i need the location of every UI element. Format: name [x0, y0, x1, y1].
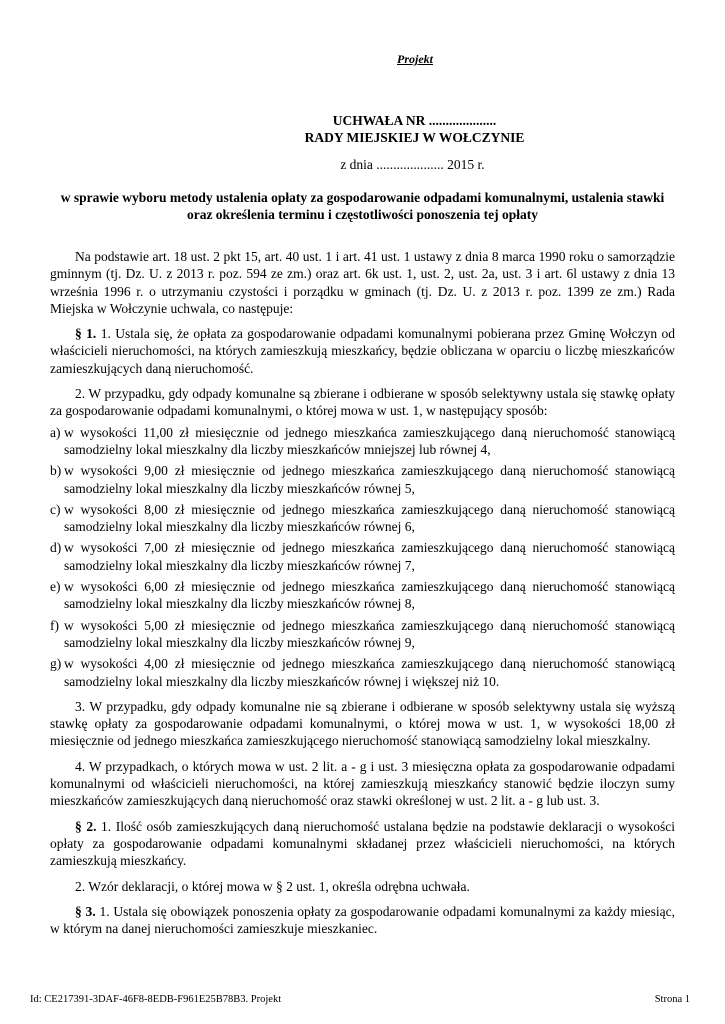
- projekt-label: Projekt: [397, 52, 433, 66]
- subject-line-1: w sprawie wyboru metody ustalenia opłaty za gospodarowanie odpadami komunalnymi, ustalenia stawki: [60, 190, 665, 205]
- section-2-para-1: [50, 818, 675, 870]
- resolution-number: UCHWAŁA NR ....................: [332, 113, 497, 128]
- preamble: Na podstawie art. 18 ust. 2 pkt 15, art. 40 ust. 1 i art. 41 ust. 1 ustawy z dnia 8 marca 1990 roku o samorządzie gminnym (tj. Dz. U. z 2013 r. poz. 594 ze zm.) oraz art. 6k ust. 1, ust. 2, ust. 2a, ust. 3 i art. 6l ustawy z dnia 13 września 1996 r. o utrzymaniu czystości i porządku w gminach (tj. Dz. U. z 2013 r. poz. 1399 ze zm.) Rada Miejska w Wołczynie uchwala, co następuje:: [50, 249, 675, 316]
- rate-list-item: [50, 617, 675, 652]
- section-1-para-1: [50, 325, 675, 377]
- rate-list-item-label: c): [50, 501, 61, 517]
- rate-list-item-text: w wysokości 7,00 zł miesięcznie od jednego mieszkańca zamieszkującego daną nieruchomość stanowiącą samodzielny lokal mieszkalny dla liczby mieszkańców równej 7,: [64, 540, 675, 573]
- rate-list-item: [50, 501, 675, 536]
- rate-list-item-label: a): [50, 424, 61, 440]
- rate-list: [50, 424, 675, 690]
- document-body: [50, 248, 675, 937]
- resolution-title: [0, 112, 725, 146]
- rate-list-item-text: w wysokości 4,00 zł miesięcznie od jednego mieszkańca zamieszkującego daną nieruchomość stanowiącą samodzielny lokal mieszkalny dla liczby mieszkańców równej i większej niż 10.: [64, 656, 675, 689]
- rate-list-item: [50, 539, 675, 574]
- rate-list-item-text: w wysokości 9,00 zł miesięcznie od jednego mieszkańca zamieszkującego daną nieruchomość stanowiącą samodzielny lokal mieszkalny dla liczby mieszkańców równej 5,: [64, 463, 675, 496]
- rate-list-item-text: w wysokości 6,00 zł miesięcznie od jednego mieszkańca zamieszkującego daną nieruchomość stanowiącą samodzielny lokal mieszkalny dla liczby mieszkańców równej 8,: [64, 579, 675, 612]
- section-1-para-4: 4. W przypadkach, o których mowa w ust. 2 lit. a - g i ust. 3 miesięczna opłata za gospodarowanie odpadami komunalnymi od właścicieli nieruchomości, na której zamieszkują mieszkańcy stanowić będzie iloczyn sumy mieszkańców zamieszkujących daną nieruchomość oraz stawki określonej w ust. 2 lit. a - g lub ust. 3.: [50, 758, 675, 809]
- rate-list-item-text: w wysokości 8,00 zł miesięcznie od jednego mieszkańca zamieszkującego daną nieruchomość stanowiącą samodzielny lokal mieszkalny dla liczby mieszkańców równej 6,: [64, 501, 675, 535]
- rate-list-item-label: f): [50, 617, 59, 633]
- section-2-para-2: 2. Wzór deklaracji, o której mowa w § 2 ust. 1, określa odrębna uchwała.: [75, 878, 470, 894]
- section-1-para-1-text: 1. Ustala się, że opłata za gospodarowanie odpadami komunalnymi pobierana przez Gminę Wołczyn od właścicieli nieruchomości, na których zamieszkują mieszkańcy, będzie obliczana w oparciu o liczbę mieszkańców zamieszkujących daną nieruchomość.: [50, 326, 676, 376]
- page-number: Strona 1: [654, 994, 690, 1005]
- document-id: Id: CE217391-3DAF-46F8-8EDB-F961E25B78B3. Projekt: [30, 994, 282, 1005]
- rate-list-item: [50, 655, 675, 690]
- section-3-mark: § 3.: [75, 903, 96, 919]
- section-1-mark: § 1.: [75, 326, 97, 342]
- section-3-para-1-text: 1. Ustala się obowiązek ponoszenia opłaty za gospodarowanie odpadami komunalnymi za każdy miesiąc, w którym na danej nieruchomości zamieszkuje mieszkaniec.: [50, 903, 676, 937]
- rate-list-item-label: e): [50, 579, 61, 595]
- resolution-date: z dnia .................... 2015 r.: [340, 157, 485, 172]
- rate-list-item: [50, 578, 675, 613]
- section-3-para-1: [50, 903, 675, 938]
- rate-list-item-text: w wysokości 11,00 zł miesięcznie od jednego mieszkańca zamieszkującego daną nieruchomość stanowiącą samodzielny lokal mieszkalny dla liczby mieszkańców mniejszej lub równej 4,: [64, 424, 675, 457]
- section-1-para-2: 2. W przypadku, gdy odpady komunalne są zbierane i odbierane w sposób selektywny ustala się stawkę opłaty za gospodarowanie odpadami komunalnymi, o której mowa w ust. 1, w następujący sposób:: [50, 386, 675, 419]
- rate-list-item-label: d): [50, 540, 62, 556]
- rate-list-item-label: g): [50, 656, 62, 672]
- subject-line-2: oraz określenia terminu i częstotliwości ponoszenia tej opłaty: [186, 207, 539, 222]
- section-1-para-3: 3. W przypadku, gdy odpady komunalne nie są zbierane i odbierane w sposób selektywny ustala się wyższą stawkę opłaty za gospodarowanie odpadami komunalnymi, o której mowa w ust. 1, w wysokości 18,00 zł miesięcznie od jednego mieszkańca zamieszkującego nieruchomość stanowiącą samodzielny lokal mieszkalny.: [50, 698, 675, 749]
- rate-list-item-text: w wysokości 5,00 zł miesięcznie od jednego mieszkańca zamieszkującego daną nieruchomość stanowiącą samodzielny lokal mieszkalny dla liczby mieszkańców równej 9,: [64, 617, 675, 650]
- resolution-subject: [50, 189, 675, 223]
- rate-list-item-label: b): [50, 463, 62, 479]
- section-2-mark: § 2.: [75, 818, 97, 834]
- council-name: RADY MIEJSKIEJ W WOŁCZYNIE: [304, 130, 525, 145]
- rate-list-item: [50, 462, 675, 497]
- section-2-para-1-text: 1. Ilość osób zamieszkujących daną nieruchomość ustalana będzie na podstawie deklaracji o wysokości opłaty za gospodarowanie odpadami komunalnymi składanej przez właścicieli nieruchomości, na których zamieszkują mieszkańcy.: [50, 818, 676, 869]
- rate-list-item: [50, 424, 675, 459]
